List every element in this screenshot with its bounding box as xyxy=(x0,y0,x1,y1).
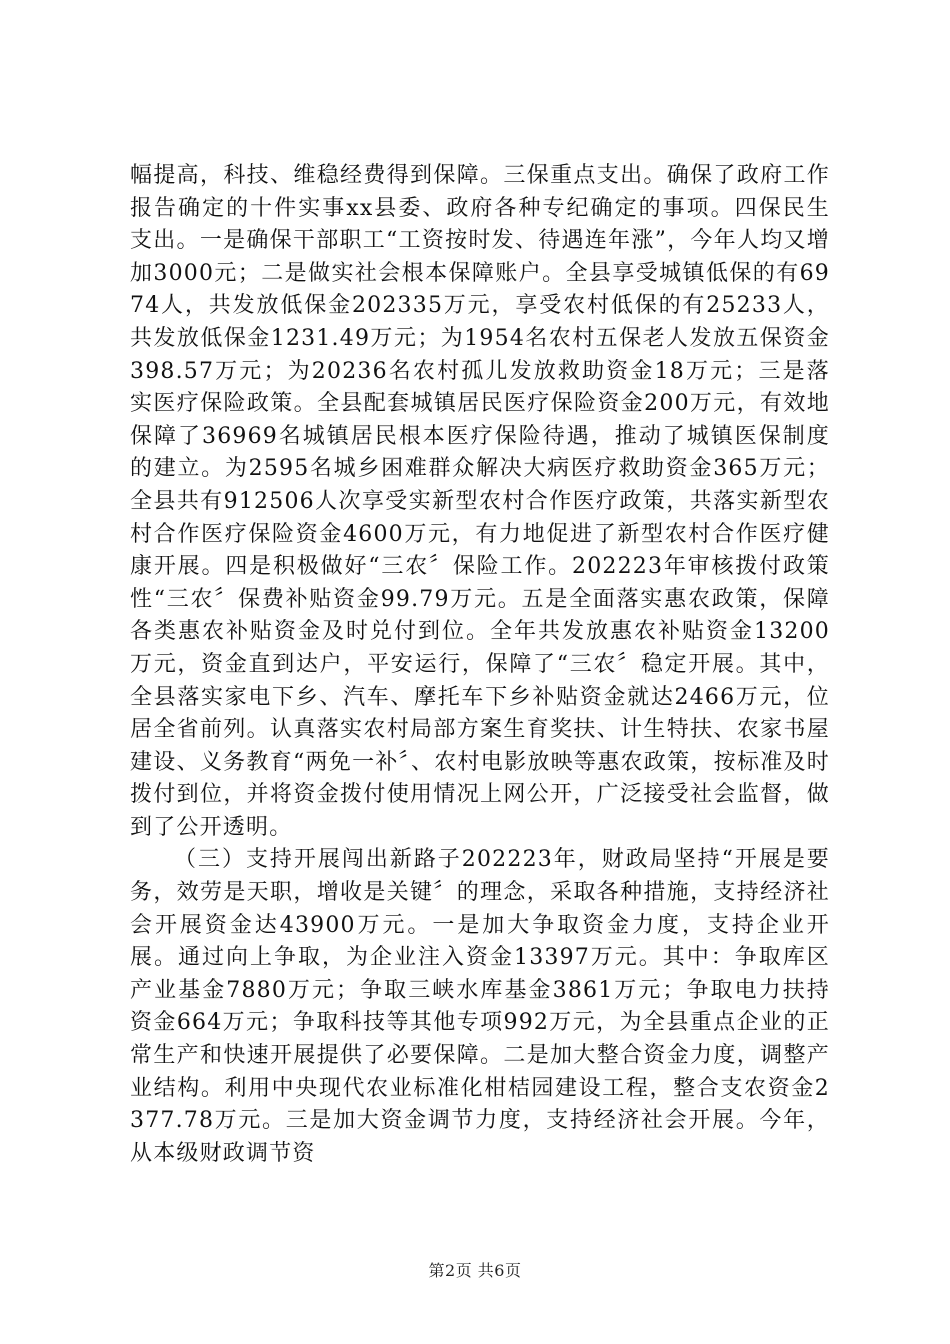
paragraph-development-support: （三）支持开展闯出新路子202223年，财政局坚持“开展是要务，效劳是天职，增收是关键〞的理念，采取各种措施，支持经济社会开展资金达43900万元。一是加大争取资金力度，支持企业开展。通过向上争取，为企业注入资金13397万元。其中：争取库区产业基金7880万元；争取三峡水库基金3861万元；争取电力扶持资金664万元；争取科技等其他专项992万元，为全县重点企业的正常生产和快速开展提供了必要保障。二是加大整合资金力度，调整产业结构。利用中央现代农业标准化柑桔园建设工程，整合支农资金2377.78万元。三是加大资金调节力度，支持经济社会开展。今年，从本级财政调节资 xyxy=(130,847,830,1166)
document-body xyxy=(130,160,830,1170)
paragraph-livelihood-spending: 幅提高，科技、维稳经费得到保障。三保重点支出。确保了政府工作报告确定的十件实事xx县委、政府各种专纪确定的事项。四保民生支出。一是确保干部职工“工资按时发、待遇连年涨”，今年人均又增加3000元；二是做实社会根本保障账户。全县享受城镇低保的有6974人，共发放低保金202335万元，享受农村低保的有25233人，共发放低保金1231.49万元；为1954名农村五保老人发放五保资金398.57万元；为20236名农村孤儿发放救助资金18万元；三是落实医疗保险政策。全县配套城镇居民医疗保险资金200万元，有效地保障了36969名城镇居民根本医疗保险待遇，推动了城镇医保制度的建立。为2595名城乡困难群众解决大病医疗救助资金365万元；全县共有912506人次享受实新型农村合作医疗政策，共落实新型农村合作医疗保险资金4600万元，有力地促进了新型农村合作医疗健康开展。四是积极做好“三农〞保险工作。202223年审核拨付政策性“三农〞保费补贴资金99.79万元。五是全面落实惠农政策，保障各类惠农补贴资金及时兑付到位。全年共发放惠农补贴资金13200万元，资金直到达户，平安运行，保障了“三农〞稳定开展。其中，全县落实家电下乡、汽车、摩托车下乡补贴资金就达2466万元，位居全省前列。认真落实农村局部方案生育奖扶、计生特扶、农家书屋建设、义务教育“两免一补〞、农村电影放映等惠农政策，按标准及时拨付到位，并将资金拨付使用情况上网公开，广泛接受社会监督，做到了公开透明。 xyxy=(130,163,830,840)
page-number-footer: 第2页 共6页 xyxy=(428,1261,522,1280)
